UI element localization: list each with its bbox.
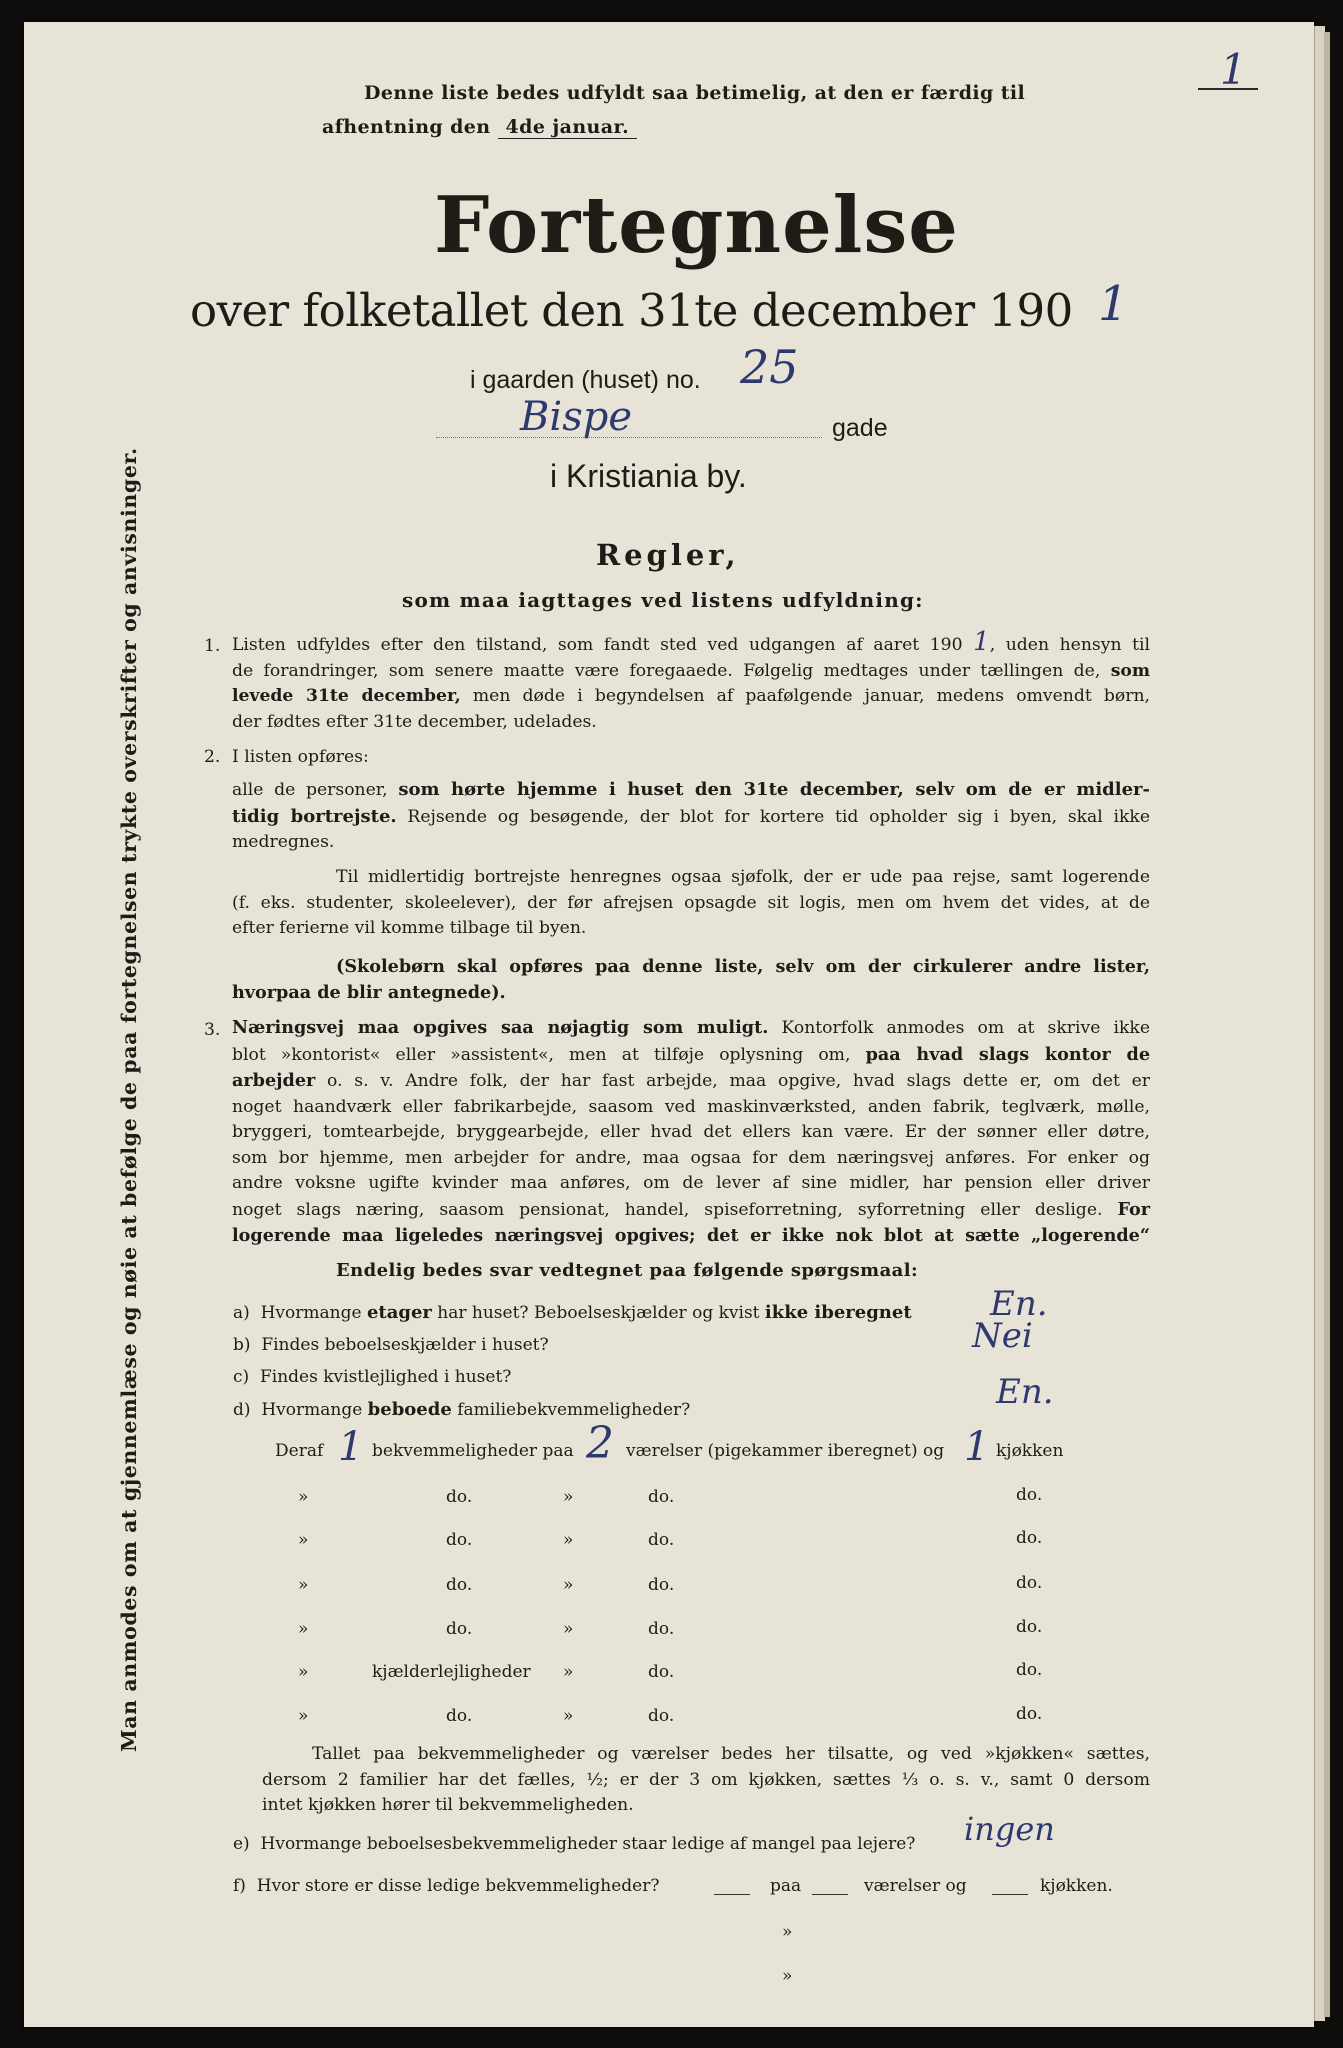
page-edge-back [1324, 32, 1330, 2017]
do-row-2-col-3: do. [1016, 1528, 1043, 1548]
bekv-paa-label: bekvemmeligheder paa [372, 1441, 574, 1461]
rule-1-line-3 [232, 684, 1150, 710]
question-d-post: familiebekvemmeligheder? [457, 1400, 691, 1420]
do-row-1-quote: » [298, 1487, 309, 1507]
rule-3-text [232, 1015, 1150, 1249]
question-a-letter: a) [233, 1303, 250, 1323]
do-row-3-col-1: do. [446, 1575, 473, 1595]
rule-3-line-8a: noget slags næring, saasom pensionat, handel, spiseforretning, syforretning eller deslige. [232, 1199, 1103, 1220]
rule-2-heading: I listen opføres: [232, 747, 369, 767]
f-kjokken-label: kjøkken. [1040, 1876, 1113, 1896]
kjaelder-label: kjælderlejligheder [372, 1662, 531, 1682]
rule-2-para-2-line-2: (f. eks. studenter, skoleelever), der før afrejsen opsagde sit logis, men om hvem det vides, at de [232, 892, 1150, 913]
do-row-2-col-2: do. [648, 1530, 675, 1550]
intro-line-1: Denne liste bedes udfyldt saa betimelig, at den er færdig til [364, 82, 1026, 104]
do-row-2-quote-2: » [563, 1530, 574, 1550]
rule-3-line-3a: arbejder [232, 1070, 316, 1091]
question-d-letter: d) [233, 1400, 251, 1420]
do-row-4-quote: » [298, 1619, 309, 1639]
rule-1-line-2b: som [1110, 660, 1151, 681]
do-row-3-quote: » [298, 1575, 309, 1595]
question-a-bold-2: ikke iberegnet [764, 1302, 912, 1323]
rooms-note [262, 1742, 1150, 1819]
corner-page-mark: 1 [1220, 45, 1247, 94]
rule-2-number: 2. [204, 747, 221, 767]
rule-2-line-2a: tidig bortrejste. [232, 805, 397, 827]
rule-2-line-2 [232, 804, 1150, 831]
rule-1-year-handwritten: 1 [973, 627, 990, 657]
rule-3-line-3 [232, 1068, 1150, 1095]
f-row-3-quote: » [782, 1966, 793, 1986]
rule-3-line-4: noget haandværk eller fabrikarbejde, saasom ved maskinværksted, anden fabrik, teglværk, mølle, [232, 1096, 1150, 1117]
kjokken-label: kjøkken [996, 1441, 1064, 1461]
question-a-bold-1: etager [366, 1302, 432, 1323]
vaerelser-label: værelser (pigekammer iberegnet) og [626, 1441, 945, 1461]
answer-a-handwritten: En. [990, 1284, 1048, 1324]
do-row-3-quote-2: » [563, 1575, 574, 1595]
rooms-note-line-2: dersom 2 familier har det fælles, ½; er der 3 om kjøkken, sættes ⅓ o. s. v., samt 0 dersom [262, 1769, 1150, 1790]
rooms-note-line-3: intet kjøkken hører til bekvemmeligheden. [262, 1795, 634, 1815]
page-subtitle: over folketallet den 31te december 190 [190, 284, 1073, 337]
page-title: Fortegnelse [434, 180, 959, 271]
deraf-count-handwritten: 1 [338, 1424, 364, 1470]
answer-b-handwritten: Nei [972, 1316, 1033, 1356]
answer-c-handwritten: En. [996, 1372, 1054, 1412]
rule-2-para-3 [232, 954, 1150, 1005]
f-vaerelser-label: værelser og [864, 1876, 967, 1896]
street-label: gade [832, 414, 888, 442]
rule-3-line-8 [232, 1197, 1150, 1224]
question-a [233, 1302, 912, 1323]
rule-2-para-2 [232, 865, 1150, 942]
corner-mark-stroke [1198, 88, 1258, 90]
question-d [233, 1399, 690, 1420]
question-b [233, 1335, 549, 1355]
rule-1-line-1a: Listen udfyldes efter den tilstand, som fandt sted ved udgangen af aaret 190 [232, 635, 963, 655]
f-row-2-quote: » [782, 1922, 793, 1942]
question-f [233, 1876, 659, 1896]
rule-2-para-1 [232, 777, 1150, 856]
rooms-count-handwritten: 2 [586, 1418, 614, 1469]
year-handwritten: 1 [1098, 276, 1129, 332]
do-row-1-col-2: do. [648, 1487, 675, 1507]
rule-1-line-1 [232, 627, 1150, 659]
intro-line-2 [322, 116, 637, 138]
do-row-6-quote: » [298, 1706, 309, 1726]
kitchen-count-handwritten: 1 [964, 1424, 990, 1470]
question-a-pre: Hvormange [260, 1303, 362, 1323]
rule-1-line-4: der fødtes efter 31te december, udelades. [232, 711, 597, 732]
rule-3-line-2b: paa hvad slags kontor de [865, 1043, 1151, 1065]
question-c-text: Findes kvistlejlighed i huset? [259, 1367, 512, 1387]
rule-2-line-1 [232, 777, 1150, 804]
question-d-pre: Hvormange [261, 1400, 363, 1420]
do-row-4-col-1: do. [446, 1619, 473, 1639]
rule-2-para-2-line-1: Til midlertidig bortrejste henregnes ogsaa sjøfolk, der er ude paa rejse, samt logerende [336, 867, 1150, 887]
intro-line-2-prefix: afhentning den [322, 116, 491, 138]
question-e [233, 1834, 915, 1854]
rule-3-line-7: andre voksne ugifte kvinder maa anføres, om de lever af sine midler, har pension eller driver [232, 1173, 1150, 1193]
rule-3-line-9: logerende maa ligeledes næringsvej opgives; det er ikke nok blot at sætte „logerende“ [232, 1225, 1150, 1246]
f-blank-2 [812, 1894, 848, 1895]
rule-1-line-1b: , uden hensyn til [989, 635, 1150, 655]
rule-2-line-3: medregnes. [232, 832, 335, 852]
do-row-6-col-2: do. [648, 1706, 675, 1726]
rule-3-line-5: bryggeri, tomtearbejde, bryggearbejde, eller hvad det ellers kan være. Er der sønner eller døtre, [232, 1122, 1150, 1142]
question-e-text: Hvormange beboelsesbekvemmeligheder staar ledige af mangel paa lejere? [260, 1834, 916, 1854]
do-row-5-col-2: do. [648, 1662, 675, 1682]
do-row-2-col-1: do. [446, 1530, 473, 1550]
do-row-6-col-1: do. [446, 1706, 473, 1726]
rule-2-line-1b: som hørte hjemme i huset den 31te december, selv om de er midler- [398, 779, 1150, 800]
rule-1-line-3b: men døde i begyndelsen af paafølgende januar, medens omvendt børn, [472, 686, 1150, 706]
rule-1-line-2 [232, 659, 1150, 685]
question-c [233, 1367, 511, 1387]
city-line: i Kristiania by. [550, 458, 747, 494]
pickup-date: 4de januar. [498, 116, 638, 139]
f-blank-1 [714, 1894, 750, 1895]
rules-heading: Regler, [596, 538, 740, 572]
rule-2-line-1a: alle de personer, [232, 780, 388, 800]
question-f-letter: f) [233, 1876, 246, 1896]
do-row-1-col-1: do. [446, 1487, 473, 1507]
side-instruction: Man anmodes om at gjennemlæse og nøie at befølge de paa fortegnelsen trykte overskrifter og anvisninger. [117, 447, 141, 1752]
deraf-label: Deraf [275, 1441, 324, 1461]
do-row-6-quote-2: » [563, 1706, 574, 1726]
street-name-handwritten: Bispe [520, 394, 632, 440]
house-number-handwritten: 25 [740, 340, 799, 394]
rule-1-number: 1. [204, 636, 221, 656]
do-row-1-col-3: do. [1016, 1485, 1043, 1505]
do-row-1-quote-2: » [563, 1487, 574, 1507]
do-row-4-col-2: do. [648, 1619, 675, 1639]
rule-2-para-3-line-1: (Skolebørn skal opføres paa denne liste, selv om der cirkulerer andre lister, [336, 956, 1150, 977]
do-row-4-quote-2: » [563, 1619, 574, 1639]
do-row-5-quote: » [298, 1662, 309, 1682]
rule-3-line-3b: o. s. v. Andre folk, der har fast arbejde, maa opgive, hvad slags dette er, om det er [327, 1071, 1150, 1091]
do-row-5-quote-2: » [563, 1662, 574, 1682]
house-label: i gaarden (huset) no. [470, 366, 701, 394]
rule-1-text [232, 627, 1151, 735]
rule-2-line-2b: Rejsende og besøgende, der blot for kortere tid opholder sig i byen, skal ikke [407, 806, 1150, 827]
rule-3-line-8b: For [1117, 1198, 1150, 1220]
question-f-text: Hvor store er disse ledige bekvemmeligheder? [256, 1876, 660, 1896]
question-a-mid: har huset? Beboelseskjælder og kvist [437, 1303, 760, 1323]
f-blank-3 [992, 1894, 1028, 1895]
do-row-6-col-3: do. [1016, 1704, 1043, 1724]
rules-subheading: som maa iagttages ved listens udfyldning: [402, 588, 924, 612]
question-d-bold: beboede [367, 1399, 452, 1420]
question-e-letter: e) [233, 1834, 250, 1854]
do-row-5-col-3: do. [1016, 1660, 1043, 1680]
rule-1-line-3a: levede 31te december, [232, 686, 461, 706]
do-row-4-col-3: do. [1016, 1617, 1043, 1637]
rule-3-line-2a: blot »kontorist« eller »assistent«, men at tilføje oplysning om, [232, 1044, 851, 1065]
rule-3-line-2 [232, 1042, 1150, 1069]
rule-2-para-2-line-3: efter ferierne vil komme tilbage til byen. [232, 918, 587, 938]
rule-3-line-1b: Kontorfolk anmodes om at skrive ikke [781, 1018, 1150, 1038]
do-row-3-col-3: do. [1016, 1573, 1043, 1593]
question-b-text: Findes beboelseskjælder i huset? [261, 1335, 549, 1355]
rule-3-number: 3. [204, 1020, 221, 1040]
answer-e-handwritten: ingen [964, 1810, 1055, 1848]
do-row-2-quote: » [298, 1530, 309, 1550]
rule-3-line-6: som bor hjemme, men arbejder for andre, maa ogsaa for dem næringsvej anføres. For enker og [232, 1147, 1150, 1168]
questions-intro: Endelig bedes svar vedtegnet paa følgende spørgsmaal: [336, 1260, 919, 1281]
rule-3-line-1a: Næringsvej maa opgives saa nøjagtig som muligt. [232, 1017, 769, 1038]
rooms-note-line-1: Tallet paa bekvemmeligheder og værelser bedes her tilsatte, og ved »kjøkken« sættes, [312, 1744, 1150, 1764]
rule-1-line-2a: de forandringer, som senere maatte være foregaaede. Følgelig medtages under tællingen de, [232, 660, 1101, 681]
f-paa-label: paa [770, 1876, 802, 1896]
do-row-3-col-2: do. [648, 1575, 675, 1595]
question-c-letter: c) [233, 1367, 250, 1387]
question-b-letter: b) [233, 1335, 251, 1355]
rule-3-line-1 [232, 1015, 1150, 1042]
rule-2-para-3-line-2: hvorpaa de blir antegnede). [232, 981, 506, 1003]
